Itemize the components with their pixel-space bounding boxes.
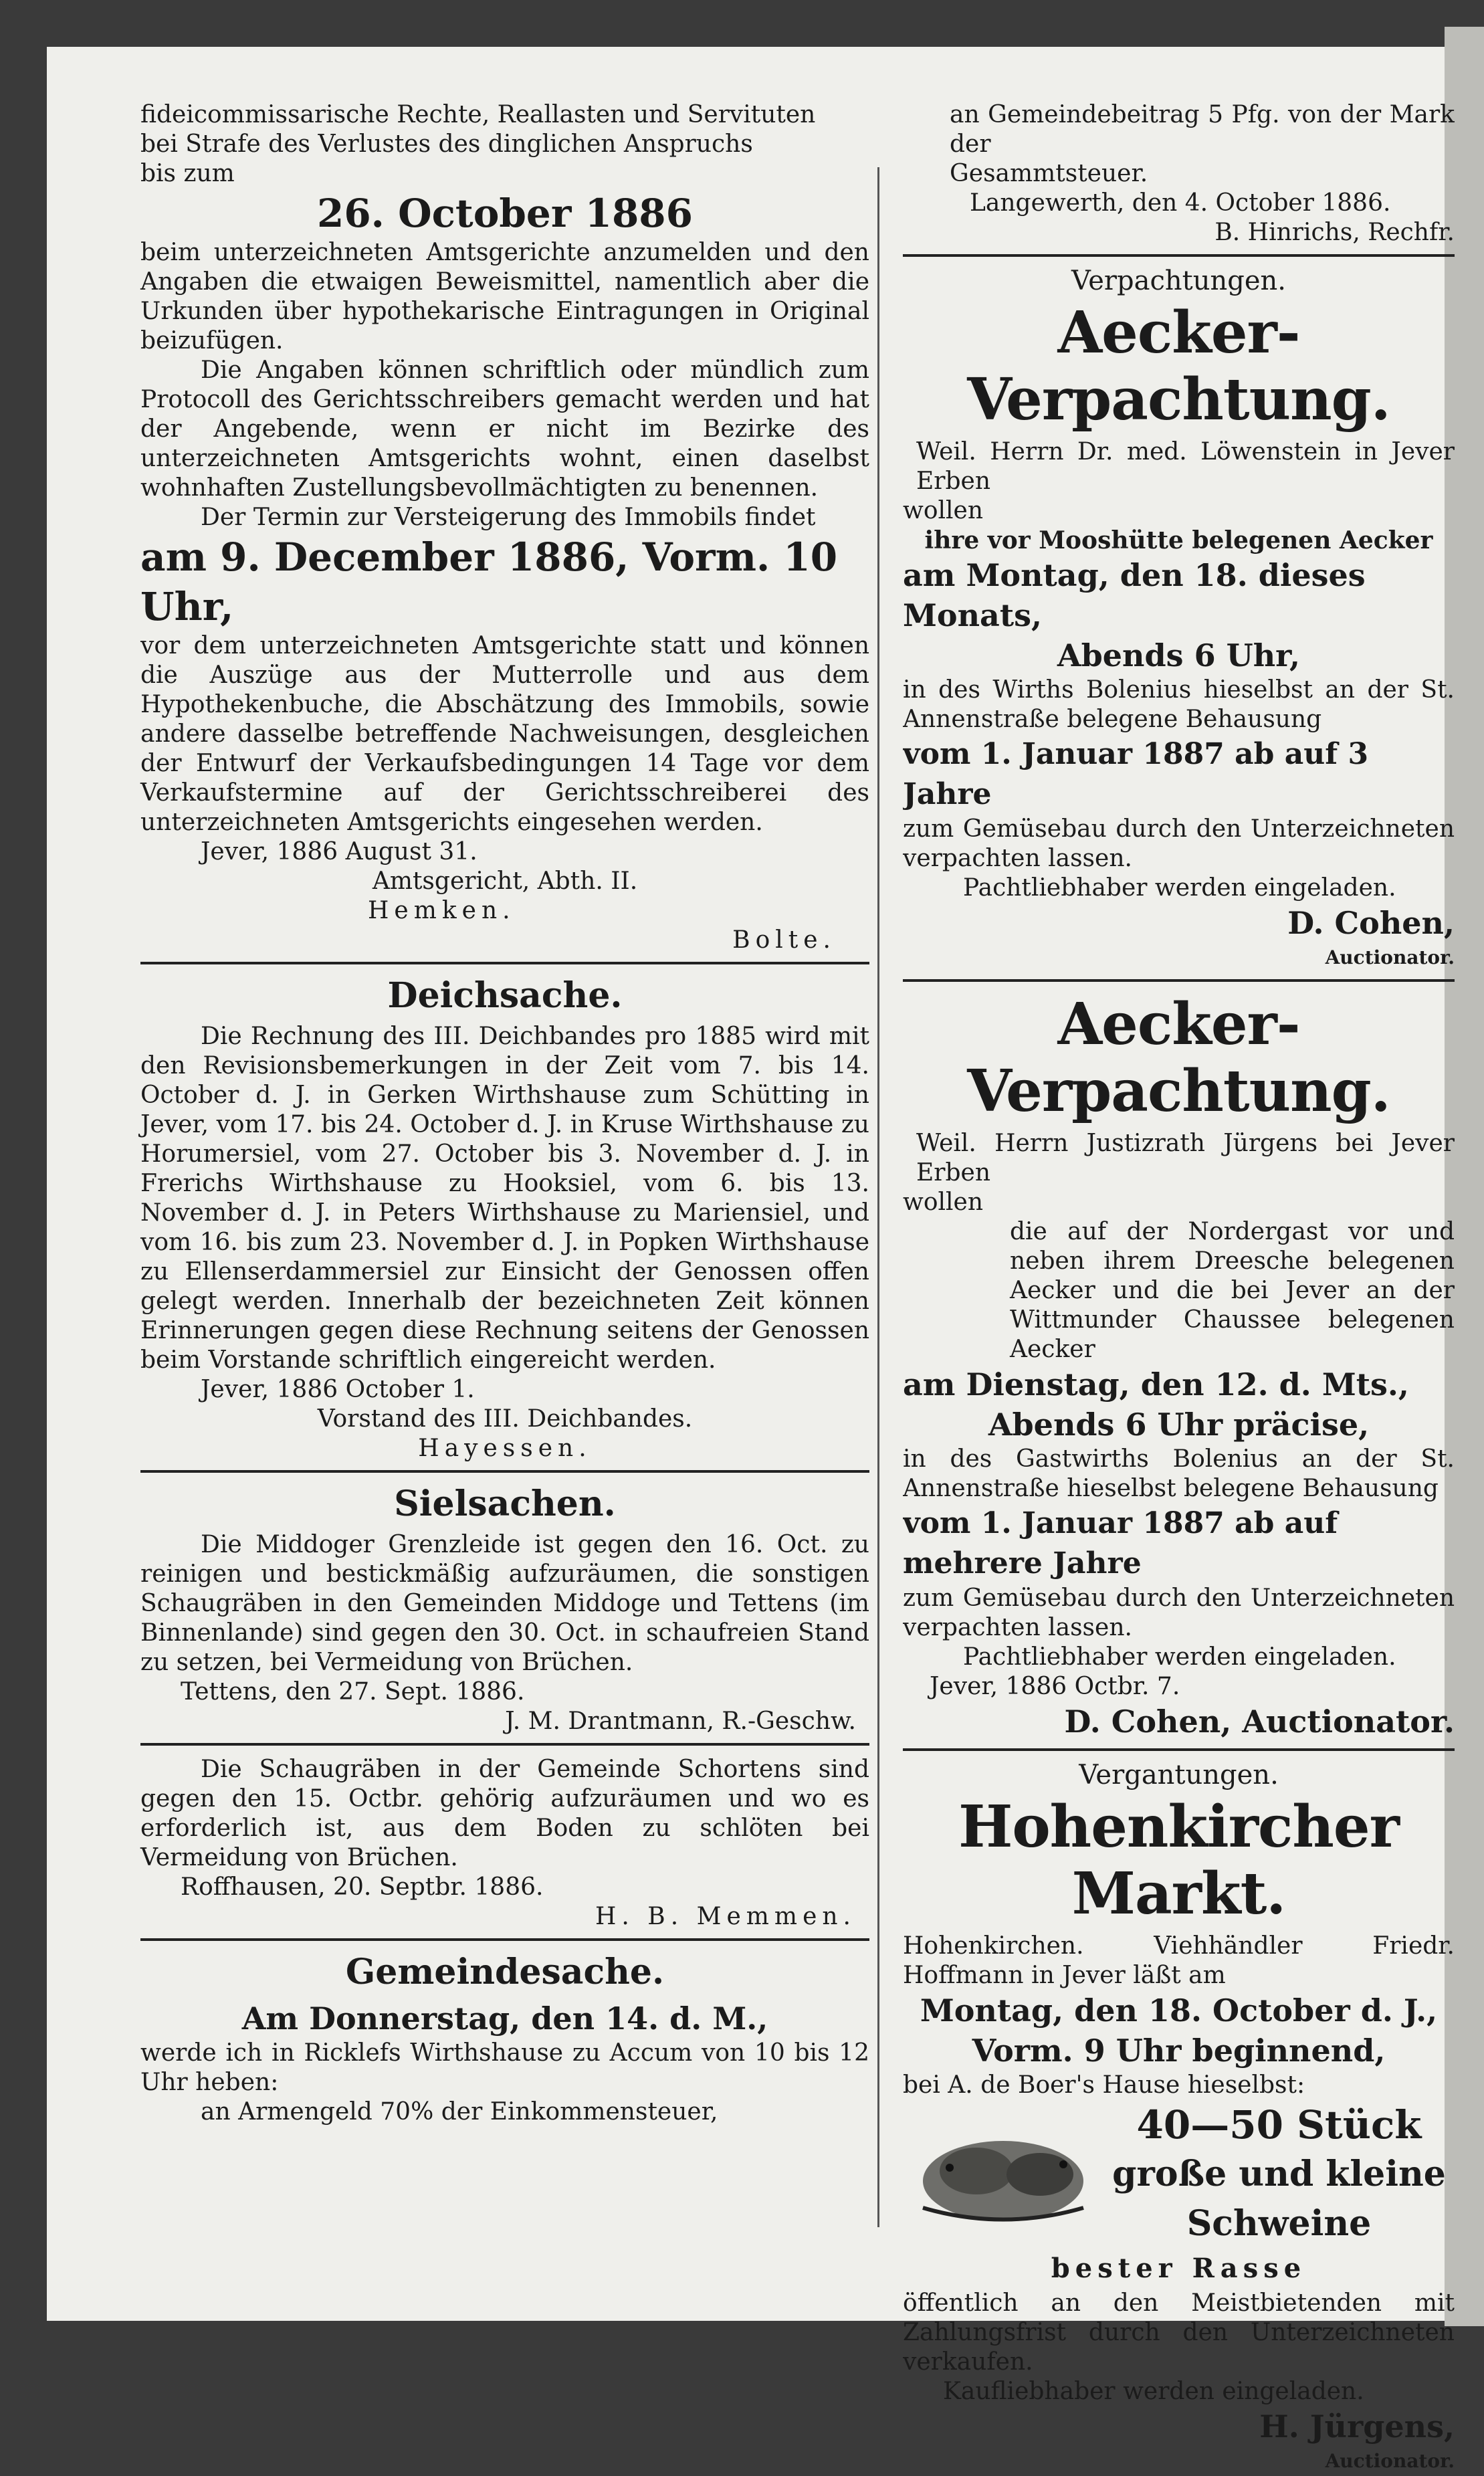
ad-purpose: zum Gemüsebau durch den Unterzeichneten verpachten lassen. (903, 815, 1455, 872)
notice-signature: Bolte. (732, 926, 836, 954)
notice-court: Amtsgericht, Abth. II. (372, 867, 638, 895)
ad-title: Hohenkircher Markt. (958, 1793, 1399, 1928)
notice-paragraph: Die Middoger Grenzleide ist gegen den 16. Oct. zu reinigen und bestickmäßig aufzuräumen, die sonstigen Schaugräben in den Gemeinden Middoge und Tettens (im Binnenlande) sind gegen den 30. Oct. in schaufreien Stand zu setzen, bei Vermeidung von Brüchen. (140, 1531, 869, 1676)
ad-intro: Hohenkirchen. Viehhändler Friedr. Hoffmann in Jever läßt am (903, 1932, 1455, 1989)
separator (903, 254, 1455, 257)
separator (140, 1470, 869, 1473)
ad-intro: Weil. Herrn Dr. med. Löwenstein in Jever Erben (916, 438, 1455, 495)
notice-place: Langewerth, den 4. October 1886. (970, 189, 1391, 217)
meeting-date: Am Donnerstag, den 14. d. M., (241, 2000, 768, 2037)
ad-signature: D. Cohen, Auctionator. (1064, 1704, 1455, 1740)
notice-signature: J. M. Drantmann, R.-Geschw. (505, 1708, 856, 1735)
notice-line: bei Strafe des Verlustes des dinglichen Anspruchs (140, 130, 753, 158)
ad-kind: große und kleine (1112, 2154, 1446, 2194)
ad-date: am Montag, den 18. dieses Monats, (903, 557, 1366, 633)
ad-time: Abends 6 Uhr, (1057, 637, 1301, 674)
section-heading: Vergantungen. (1079, 1760, 1279, 1790)
notice-item: an Armengeld 70% der Einkommensteuer, (201, 2098, 718, 2126)
ad-object: ihre vor Mooshütte belegenen Aecker (924, 526, 1433, 554)
ad-invite: Kaufliebhaber werden eingeladen. (943, 2378, 1364, 2405)
notice-signature: H. B. Memmen. (595, 1903, 856, 1930)
ad-body: öffentlich an den Meistbietenden mit Zahlungsfrist durch den Unterzeichneten verkaufen. (903, 2289, 1455, 2376)
notice-paragraph: vor dem unterzeichneten Amtsgerichte statt und können die Auszüge aus der Mutterrolle und aus dem Hypothekenbuche, die Abschätzung des Immobils, sowie andere dasselbe betreffende Nachweisungen, desgleichen der Entwurf der Verkaufsbedingungen 14 Tage vor dem Verkaufstermine auf der Gerichtsschreiberei des unterzeichneten Amtsgerichts eingesehen werden. (140, 632, 869, 836)
ad-time: Vorm. 9 Uhr beginnend, (972, 2033, 1386, 2069)
ad-place: Jever, 1886 Octbr. 7. (930, 1673, 1180, 1700)
separator (903, 979, 1455, 982)
separator (140, 1743, 869, 1746)
ad-location: in des Gastwirths Bolenius an der St. Annenstraße hieselbst belegene Behausung (903, 1445, 1455, 1502)
notice-paragraph: Der Termin zur Versteigerung des Immobils findet (201, 504, 816, 531)
ad-term: vom 1. Januar 1887 ab auf mehrere Jahre (903, 1506, 1338, 1580)
column-divider (877, 167, 879, 2227)
notice-line: bis zum (140, 160, 235, 187)
ad-quality: bester Rasse (1051, 2253, 1307, 2284)
notice-place: Roffhausen, 20. Septbr. 1886. (181, 1873, 544, 1901)
ad-invite: Pachtliebhaber werden eingeladen. (963, 874, 1396, 902)
separator (140, 962, 869, 964)
ad-location: in des Wirths Bolenius hieselbst an der St. Annenstraße belegene Behausung (903, 676, 1455, 733)
ad-intro: wollen (903, 1189, 984, 1216)
notice-paragraph: Die Rechnung des III. Deichbandes pro 1885 wird mit den Revisionsbemerkungen in der Zeit vom 7. bis 14. October d. J. in Gerken Wirthshause zum Schütting in Jever, vom 17. bis 24. October d. J. in Kruse Wirthshause zu Horumersiel, vom 27. October bis 3. November d. J. in Frerichs Wirthshause zu Hooksiel, vom 6. bis 13. November d. J. in Peters Wirthshause zu Mariensiel, und vom 16. bis zum 23. November d. J. in Popken Wirthshause zu Ellenserdammersiel zur Einsicht der Genossen offen gelegt werden. Innerhalb der bezeichneten Zeit können Erinnerungen gegen diese Rechnung seitens der Genossen beim Vorstande schriftlich eingereicht werden. (140, 1023, 869, 1374)
ad-purpose: zum Gemüsebau durch den Unterzeichneten verpachten lassen. (903, 1584, 1455, 1641)
livestock-block (903, 2100, 1455, 2249)
pigs-illustration (903, 2107, 1103, 2241)
notice-line: fideicommissarische Rechte, Reallasten und Servituten (140, 101, 816, 128)
notice-paragraph: werde ich in Ricklefs Wirthshause zu Accum von 10 bis 12 Uhr heben: (140, 2039, 869, 2096)
ad-kind: Schweine (1186, 2203, 1372, 2244)
ad-time: Abends 6 Uhr präcise, (988, 1407, 1370, 1443)
notice-paragraph: Die Angaben können schriftlich oder mündlich zum Protocoll des Gerichtsschreibers gemacht werden und hat der Angebende, wenn er nicht im Bezirke des unterzeichneten Amtsgerichts wohnt, einen daselbst wohnhaften Zustellungsbevollmächtigten zu benennen. (140, 356, 869, 502)
ad-role: Auctionator. (1325, 946, 1455, 968)
notice-line: Gesammtsteuer. (950, 160, 1148, 187)
separator (140, 1938, 869, 1941)
ad-location: bei A. de Boer's Hause hieselbst: (903, 2071, 1305, 2099)
section-heading: Sielsachen. (394, 1483, 616, 1524)
notice-board: Vorstand des III. Deichbandes. (317, 1405, 693, 1433)
ad-title: Aecker-Verpachtung. (967, 299, 1390, 433)
ad-signature: D. Cohen, (1287, 905, 1455, 941)
ad-role: Auctionator. (1325, 2450, 1455, 2472)
ad-date: Montag, den 18. October d. J., (920, 1992, 1438, 2029)
separator (903, 1748, 1455, 1751)
notice-line: an Gemeindebeitrag 5 Pfg. von der Mark der (950, 101, 1455, 158)
ad-object: die auf der Nordergast vor und neben ihrem Dreesche belegenen Aecker und die bei Jever an der Wittmunder Chaussee belegenen Aecker (1010, 1218, 1455, 1363)
ad-count: 40—50 Stück (1136, 2102, 1422, 2148)
ad-intro: wollen (903, 497, 984, 524)
notice-signature: Hayessen. (418, 1435, 592, 1462)
notice-signature: Hemken. (368, 897, 516, 924)
livestock-text (1103, 2100, 1455, 2249)
notice-place: Tettens, den 27. Sept. 1886. (181, 1678, 525, 1706)
section-heading: Gemeindesache. (345, 1952, 665, 1992)
right-column (903, 100, 1455, 2476)
ad-signature: H. Jürgens, (1259, 2408, 1455, 2445)
ad-date: am Dienstag, den 12. d. Mts., (903, 1366, 1409, 1403)
section-heading: Verpachtungen. (1071, 266, 1286, 296)
left-column (140, 100, 869, 2127)
ad-intro: Weil. Herrn Justizrath Jürgens bei Jever Erben (916, 1130, 1455, 1187)
notice-place: Jever, 1886 October 1. (201, 1376, 475, 1403)
auction-date: am 9. December 1886, Vorm. 10 Uhr, (140, 534, 838, 629)
section-heading: Deichsache. (387, 975, 623, 1016)
ad-invite: Pachtliebhaber werden eingeladen. (963, 1643, 1396, 1671)
deadline-date: 26. October 1886 (316, 191, 694, 236)
notice-paragraph: Die Schaugräben in der Gemeinde Schortens sind gegen den 15. Octbr. gehörig aufzuräumen und wo es erforderlich ist, aus dem Boden zu schlöten bei Vermeidung von Brüchen. (140, 1756, 869, 1871)
notice-paragraph: beim unterzeichneten Amtsgerichte anzumelden und den Angaben die etwaigen Beweismittel, namentlich aber die Urkunden über hypothekarische Eintragungen in Original beizufügen. (140, 239, 869, 354)
ad-term: vom 1. Januar 1887 ab auf 3 Jahre (903, 737, 1369, 811)
ad-title: Aecker-Verpachtung. (967, 991, 1390, 1125)
notice-place: Jever, 1886 August 31. (201, 838, 478, 865)
notice-signature: B. Hinrichs, Rechfr. (1214, 219, 1455, 246)
